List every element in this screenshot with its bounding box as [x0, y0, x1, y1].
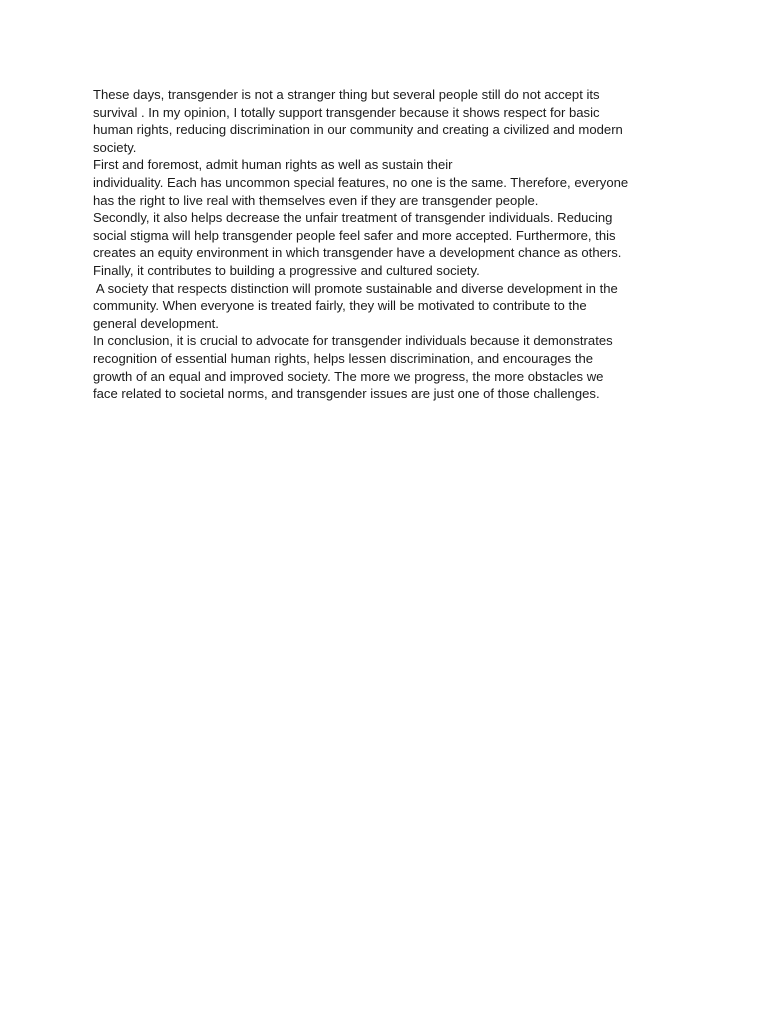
essay-line-10: creates an equity environment in which transgender have a development chance as others.	[93, 245, 622, 261]
essay-line-11: Finally, it contributes to building a progressive and cultured society.	[93, 262, 480, 278]
essay-line-8: Secondly, it also helps decrease the unfair treatment of transgender individuals. Reducing	[93, 210, 613, 226]
essay-line-17: growth of an equal and improved society. The more we progress, the more obstacles we	[93, 368, 604, 384]
essay-line-5: First and foremost, admit human rights as well as sustain their	[93, 157, 453, 173]
essay-line-13: community. When everyone is treated fairly, they will be motivated to contribute to the	[93, 298, 587, 314]
essay-line-12: A society that respects distinction will promote sustainable and diverse development in the	[93, 280, 618, 296]
essay-line-4: society.	[93, 139, 137, 155]
essay-line-7: has the right to live real with themselves even if they are transgender people.	[93, 192, 539, 208]
essay-line-18: face related to societal norms, and transgender issues are just one of those challenges.	[93, 386, 600, 402]
essay-line-3: human rights, reducing discrimination in our community and creating a civilized and modern	[93, 122, 623, 138]
essay-line-9: social stigma will help transgender people feel safer and more accepted. Furthermore, this	[93, 227, 616, 243]
essay-line-2: survival . In my opinion, I totally support transgender because it shows respect for basic	[93, 104, 600, 120]
essay-line-14: general development.	[93, 315, 219, 331]
essay-line-15: In conclusion, it is crucial to advocate for transgender individuals because it demonstrates	[93, 333, 613, 349]
essay-line-1: These days, transgender is not a stranger thing but several people still do not accept its	[93, 87, 600, 102]
essay-line-6: individuality. Each has uncommon special features, no one is the same. Therefore, everyone	[93, 174, 629, 190]
essay-body	[93, 86, 683, 403]
essay-line-16: recognition of essential human rights, helps lessen discrimination, and encourages the	[93, 350, 594, 366]
